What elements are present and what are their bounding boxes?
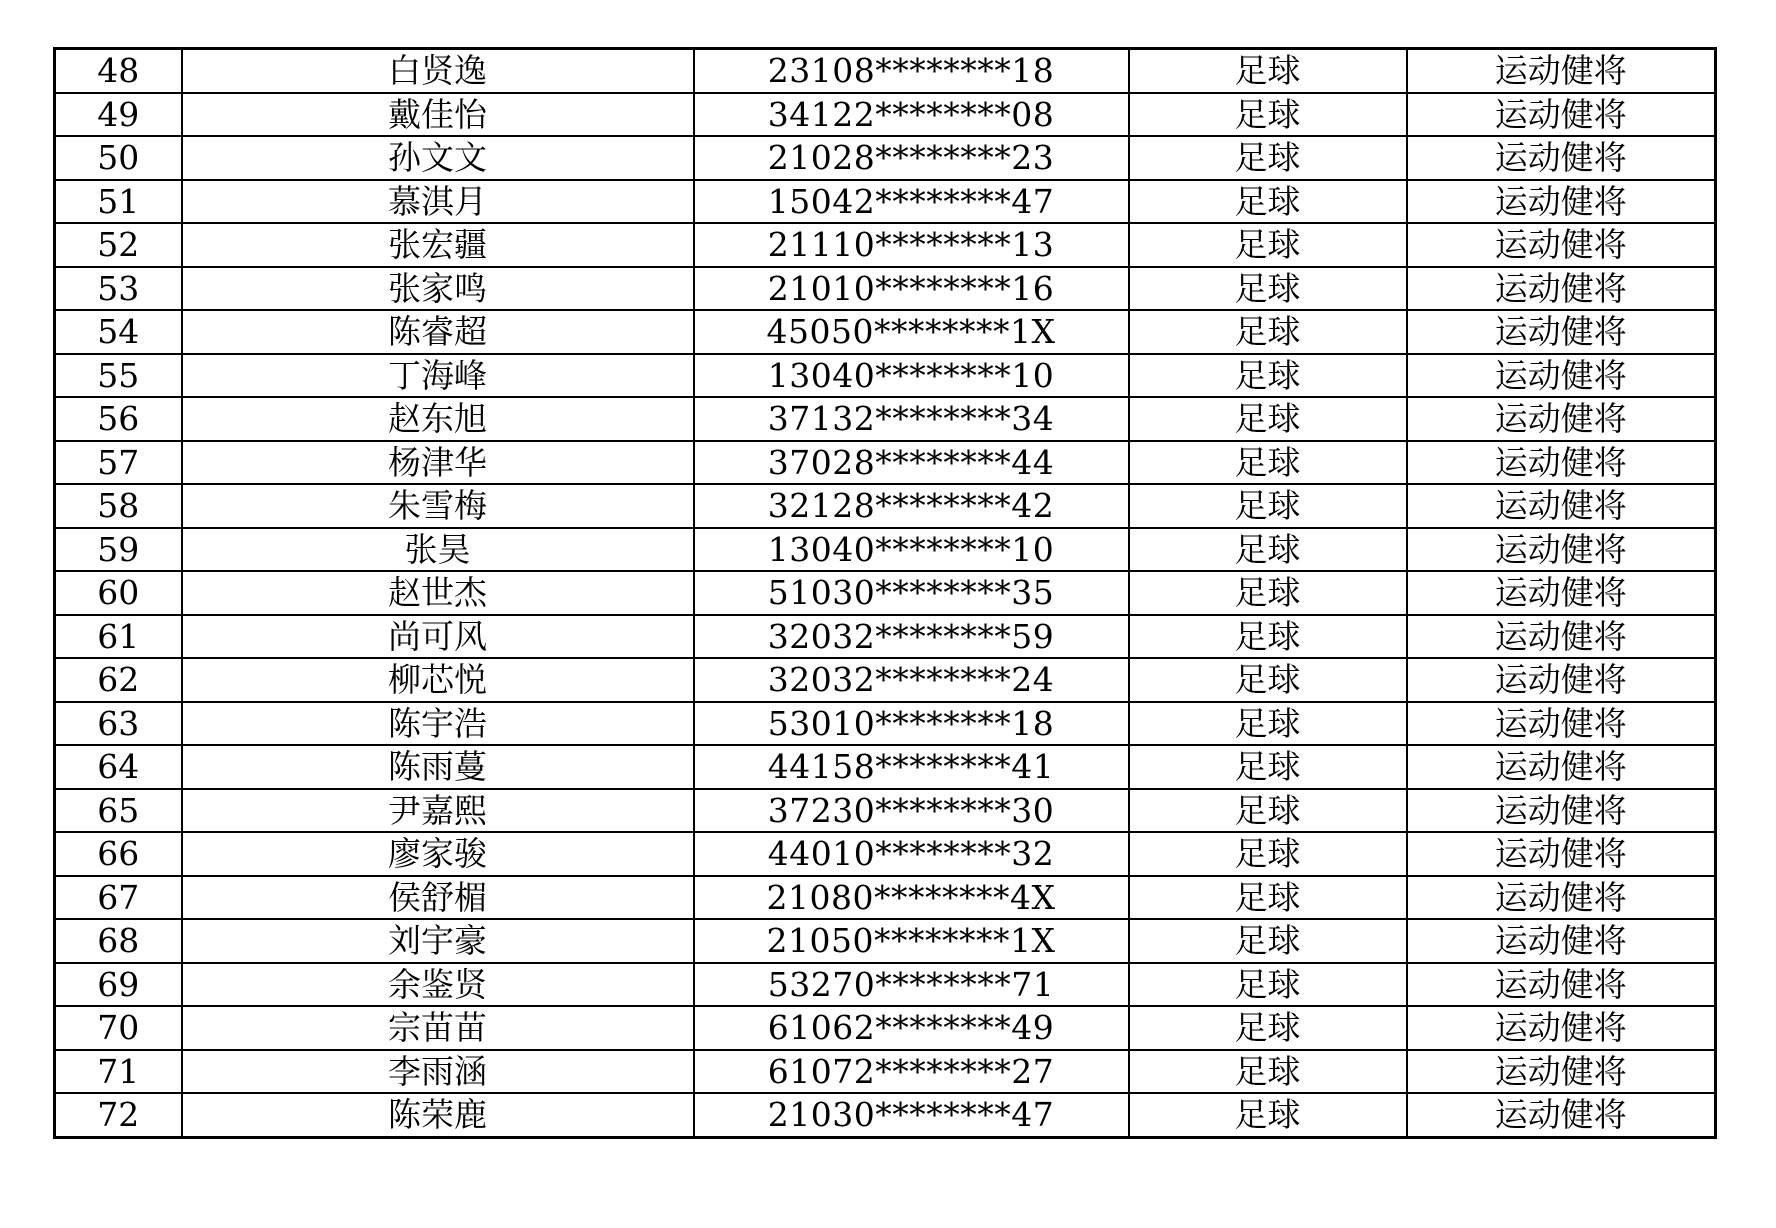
sport-cell: 足球 xyxy=(1129,267,1407,311)
sport-cell: 足球 xyxy=(1129,397,1407,441)
athlete-name-cell: 赵东旭 xyxy=(182,397,694,441)
title-level-cell: 运动健将 xyxy=(1407,571,1716,615)
sport-cell: 足球 xyxy=(1129,789,1407,833)
sport-cell: 足球 xyxy=(1129,832,1407,876)
title-level-cell: 运动健将 xyxy=(1407,93,1716,137)
id-number-cell: 53270********71 xyxy=(694,963,1129,1007)
title-level-cell: 运动健将 xyxy=(1407,615,1716,659)
athlete-name-cell: 张昊 xyxy=(182,528,694,572)
table-row xyxy=(55,702,1716,746)
table-row xyxy=(55,615,1716,659)
sport-cell: 足球 xyxy=(1129,571,1407,615)
sport-cell: 足球 xyxy=(1129,919,1407,963)
athlete-name-cell: 孙文文 xyxy=(182,136,694,180)
sport-cell: 足球 xyxy=(1129,180,1407,224)
row-number-cell: 52 xyxy=(55,223,182,267)
table-row xyxy=(55,310,1716,354)
row-number-cell: 48 xyxy=(55,49,182,93)
title-level-cell: 运动健将 xyxy=(1407,397,1716,441)
athlete-name-cell: 李雨涵 xyxy=(182,1050,694,1094)
sport-cell: 足球 xyxy=(1129,1050,1407,1094)
id-number-cell: 21010********16 xyxy=(694,267,1129,311)
sport-cell: 足球 xyxy=(1129,223,1407,267)
id-number-cell: 21080********4X xyxy=(694,876,1129,920)
title-level-cell: 运动健将 xyxy=(1407,484,1716,528)
id-number-cell: 21110********13 xyxy=(694,223,1129,267)
athlete-name-cell: 刘宇豪 xyxy=(182,919,694,963)
row-number-cell: 70 xyxy=(55,1006,182,1050)
row-number-cell: 60 xyxy=(55,571,182,615)
table-row xyxy=(55,397,1716,441)
athlete-name-cell: 慕淇月 xyxy=(182,180,694,224)
id-number-cell: 61072********27 xyxy=(694,1050,1129,1094)
sport-cell: 足球 xyxy=(1129,1093,1407,1137)
sport-cell: 足球 xyxy=(1129,963,1407,1007)
id-number-cell: 44010********32 xyxy=(694,832,1129,876)
table-row xyxy=(55,267,1716,311)
title-level-cell: 运动健将 xyxy=(1407,136,1716,180)
title-level-cell: 运动健将 xyxy=(1407,832,1716,876)
title-level-cell: 运动健将 xyxy=(1407,267,1716,311)
athlete-name-cell: 赵世杰 xyxy=(182,571,694,615)
athlete-table-body xyxy=(55,49,1716,1138)
id-number-cell: 34122********08 xyxy=(694,93,1129,137)
table-row xyxy=(55,963,1716,1007)
table-row xyxy=(55,1050,1716,1094)
title-level-cell: 运动健将 xyxy=(1407,876,1716,920)
id-number-cell: 44158********41 xyxy=(694,745,1129,789)
athlete-name-cell: 张宏疆 xyxy=(182,223,694,267)
table-row xyxy=(55,354,1716,398)
row-number-cell: 66 xyxy=(55,832,182,876)
row-number-cell: 68 xyxy=(55,919,182,963)
title-level-cell: 运动健将 xyxy=(1407,528,1716,572)
title-level-cell: 运动健将 xyxy=(1407,310,1716,354)
athlete-name-cell: 宗苗苗 xyxy=(182,1006,694,1050)
row-number-cell: 71 xyxy=(55,1050,182,1094)
title-level-cell: 运动健将 xyxy=(1407,919,1716,963)
athlete-name-cell: 白贤逸 xyxy=(182,49,694,93)
table-row xyxy=(55,49,1716,93)
athlete-name-cell: 陈宇浩 xyxy=(182,702,694,746)
title-level-cell: 运动健将 xyxy=(1407,49,1716,93)
sport-cell: 足球 xyxy=(1129,484,1407,528)
id-number-cell: 37028********44 xyxy=(694,441,1129,485)
athlete-name-cell: 朱雪梅 xyxy=(182,484,694,528)
table-row xyxy=(55,1006,1716,1050)
id-number-cell: 61062********49 xyxy=(694,1006,1129,1050)
sport-cell: 足球 xyxy=(1129,1006,1407,1050)
table-row xyxy=(55,658,1716,702)
id-number-cell: 37132********34 xyxy=(694,397,1129,441)
id-number-cell: 21030********47 xyxy=(694,1093,1129,1137)
sport-cell: 足球 xyxy=(1129,49,1407,93)
table-row xyxy=(55,441,1716,485)
row-number-cell: 59 xyxy=(55,528,182,572)
table-row xyxy=(55,93,1716,137)
table-row xyxy=(55,571,1716,615)
row-number-cell: 50 xyxy=(55,136,182,180)
title-level-cell: 运动健将 xyxy=(1407,963,1716,1007)
id-number-cell: 21028********23 xyxy=(694,136,1129,180)
table-row xyxy=(55,223,1716,267)
title-level-cell: 运动健将 xyxy=(1407,441,1716,485)
athlete-name-cell: 侯舒楣 xyxy=(182,876,694,920)
row-number-cell: 64 xyxy=(55,745,182,789)
athlete-name-cell: 丁海峰 xyxy=(182,354,694,398)
sport-cell: 足球 xyxy=(1129,136,1407,180)
table-row xyxy=(55,919,1716,963)
title-level-cell: 运动健将 xyxy=(1407,1093,1716,1137)
row-number-cell: 65 xyxy=(55,789,182,833)
sport-cell: 足球 xyxy=(1129,441,1407,485)
table-row xyxy=(55,484,1716,528)
athlete-name-cell: 张家鸣 xyxy=(182,267,694,311)
title-level-cell: 运动健将 xyxy=(1407,658,1716,702)
row-number-cell: 53 xyxy=(55,267,182,311)
sport-cell: 足球 xyxy=(1129,702,1407,746)
title-level-cell: 运动健将 xyxy=(1407,180,1716,224)
row-number-cell: 51 xyxy=(55,180,182,224)
row-number-cell: 56 xyxy=(55,397,182,441)
id-number-cell: 21050********1X xyxy=(694,919,1129,963)
athlete-list-table-wrapper xyxy=(53,47,1717,1139)
title-level-cell: 运动健将 xyxy=(1407,223,1716,267)
title-level-cell: 运动健将 xyxy=(1407,1006,1716,1050)
row-number-cell: 62 xyxy=(55,658,182,702)
athlete-name-cell: 戴佳怡 xyxy=(182,93,694,137)
title-level-cell: 运动健将 xyxy=(1407,1050,1716,1094)
athlete-name-cell: 廖家骏 xyxy=(182,832,694,876)
id-number-cell: 32128********42 xyxy=(694,484,1129,528)
id-number-cell: 32032********24 xyxy=(694,658,1129,702)
row-number-cell: 72 xyxy=(55,1093,182,1137)
row-number-cell: 55 xyxy=(55,354,182,398)
athlete-name-cell: 陈雨蔓 xyxy=(182,745,694,789)
table-row xyxy=(55,876,1716,920)
table-row xyxy=(55,832,1716,876)
id-number-cell: 45050********1X xyxy=(694,310,1129,354)
id-number-cell: 13040********10 xyxy=(694,354,1129,398)
id-number-cell: 51030********35 xyxy=(694,571,1129,615)
table-row xyxy=(55,1093,1716,1137)
athlete-list-table xyxy=(53,47,1717,1139)
athlete-name-cell: 柳芯悦 xyxy=(182,658,694,702)
table-row xyxy=(55,789,1716,833)
sport-cell: 足球 xyxy=(1129,310,1407,354)
row-number-cell: 63 xyxy=(55,702,182,746)
row-number-cell: 61 xyxy=(55,615,182,659)
id-number-cell: 37230********30 xyxy=(694,789,1129,833)
table-row xyxy=(55,180,1716,224)
sport-cell: 足球 xyxy=(1129,876,1407,920)
row-number-cell: 67 xyxy=(55,876,182,920)
sport-cell: 足球 xyxy=(1129,93,1407,137)
sport-cell: 足球 xyxy=(1129,658,1407,702)
id-number-cell: 15042********47 xyxy=(694,180,1129,224)
table-row xyxy=(55,528,1716,572)
row-number-cell: 57 xyxy=(55,441,182,485)
table-row xyxy=(55,745,1716,789)
id-number-cell: 23108********18 xyxy=(694,49,1129,93)
athlete-name-cell: 陈睿超 xyxy=(182,310,694,354)
athlete-name-cell: 陈荣鹿 xyxy=(182,1093,694,1137)
title-level-cell: 运动健将 xyxy=(1407,354,1716,398)
title-level-cell: 运动健将 xyxy=(1407,702,1716,746)
table-row xyxy=(55,136,1716,180)
row-number-cell: 69 xyxy=(55,963,182,1007)
title-level-cell: 运动健将 xyxy=(1407,789,1716,833)
row-number-cell: 58 xyxy=(55,484,182,528)
athlete-name-cell: 尹嘉熙 xyxy=(182,789,694,833)
sport-cell: 足球 xyxy=(1129,615,1407,659)
athlete-name-cell: 余鉴贤 xyxy=(182,963,694,1007)
id-number-cell: 13040********10 xyxy=(694,528,1129,572)
title-level-cell: 运动健将 xyxy=(1407,745,1716,789)
sport-cell: 足球 xyxy=(1129,745,1407,789)
sport-cell: 足球 xyxy=(1129,528,1407,572)
row-number-cell: 49 xyxy=(55,93,182,137)
athlete-name-cell: 尚可风 xyxy=(182,615,694,659)
id-number-cell: 32032********59 xyxy=(694,615,1129,659)
athlete-name-cell: 杨津华 xyxy=(182,441,694,485)
row-number-cell: 54 xyxy=(55,310,182,354)
id-number-cell: 53010********18 xyxy=(694,702,1129,746)
sport-cell: 足球 xyxy=(1129,354,1407,398)
